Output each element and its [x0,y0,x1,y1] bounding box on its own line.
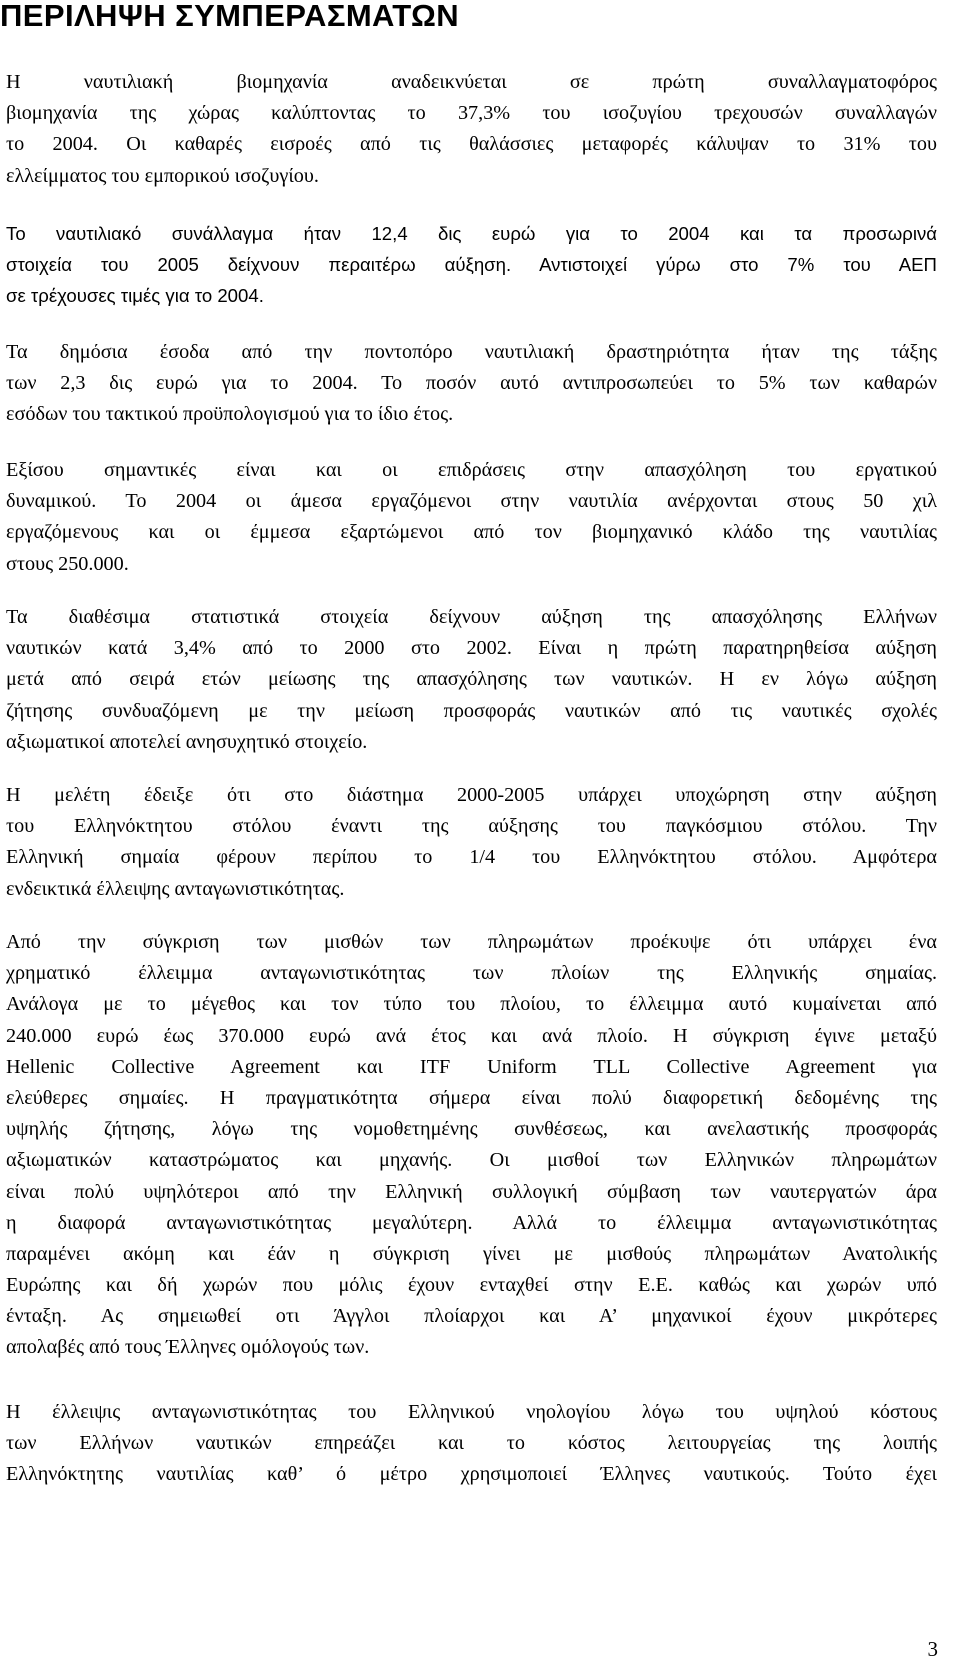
paragraph-line: ενδεικτικά έλλειψης ανταγωνιστικότητας. [6,877,345,900]
paragraph-line: δυναμικού. Το 2004 οι άμεσα εργαζόμενοι στην ναυτιλία ανέρχονται στους 50 χιλ [6,490,937,513]
paragraph-line: μετά από σειρά ετών μείωσης της απασχόλησης των ναυτικών. Η εν λόγω αύξηση [6,668,937,691]
paragraph-line: στους 250.000. [6,552,129,575]
paragraph-8 [6,1397,937,1491]
paragraph-line: 240.000 ευρώ έως 370.000 ευρώ ανά έτος και ανά πλοίο. Η σύγκριση έγινε μεταξύ [6,1024,937,1047]
paragraph-line: ελλείμματος του εμπορικού ισοζυγίου. [6,164,319,187]
paragraph-line: Η έλλειψις ανταγωνιστικότητας του Ελληνικού νηολογίου λόγω του υψηλού κόστους [6,1401,937,1423]
paragraph-line: ναυτικών κατά 3,4% από το 2000 στο 2002. Είναι η πρώτη παρατηρηθείσα αύξηση [6,637,937,660]
document-title: ΠΕΡΙΛΗΨΗ ΣΥΜΠΕΡΑΣΜΑΤΩΝ [0,0,460,33]
paragraph-line: Τα διαθέσιμα στατιστικά στοιχεία δείχνουν αύξηση της απασχόλησης Ελλήνων [6,606,937,628]
paragraph-line: εργαζόμενους και οι έμμεσα εξαρτώμενοι από τον βιομηχανικό κλάδο της ναυτιλίας [6,521,937,544]
paragraph-line: ελεύθερες σημαίες. Η πραγματικότητα σήμερα είναι πολύ διαφορετική δεδομένης της [6,1086,937,1109]
paragraph-line: Τα δημόσια έσοδα από την ποντοπόρο ναυτιλιακή δραστηριότητα ήταν της τάξης [6,341,937,363]
paragraph-line: Ελληνόκτητης ναυτιλίας καθ’ ό μέτρο χρησιμοποιεί Έλληνες ναυτικούς. Τούτο έχει [6,1463,937,1486]
paragraph-line: Από την σύγκριση των μισθών των πληρωμάτων προέκυψε ότι υπάρχει ένα [6,931,937,953]
paragraph-line: υψηλής ζήτησης, λόγω της νομοθετημένης συνθέσεως, και ανελαστικής προσφοράς [6,1118,937,1141]
paragraph-line: του Ελληνόκτητου στόλου έναντι της αύξησης του παγκόσμιου στόλου. Την [6,815,937,838]
paragraph-line: ζήτησης συνδυαζόμενη με την μείωση προσφοράς ναυτικών από τις ναυτικές σχολές [6,699,937,722]
paragraph-line: η διαφορά ανταγωνιστικότητας μεγαλύτερη. Αλλά το έλλειμμα ανταγωνιστικότητας [6,1211,937,1234]
paragraph-line: εσόδων του τακτικού προϋπολογισμού για το ίδιο έτος. [6,403,454,426]
paragraph-line: στοιχεία του 2005 δείχνουν περαιτέρω αύξηση. Αντιστοιχεί γύρω στο 7% του ΑΕΠ [6,254,937,276]
paragraph-line: Ελληνική σημαία φέρουν περίπου το 1/4 του Ελληνόκτητου στόλου. Αμφότερα [6,846,937,869]
paragraph-4 [6,455,937,580]
page-number: 3 [927,1637,938,1661]
paragraph-6 [6,780,937,905]
paragraph-line: είναι πολύ υψηλότεροι από την Ελληνική συλλογική σύμβαση των ναυτεργατών άρα [6,1180,937,1203]
paragraph-line: Ανάλογα με το μέγεθος και τον τύπο του πλοίου, το έλλειμμα αυτό κυμαίνεται από [6,993,937,1016]
paragraph-2 [6,218,937,312]
paragraph-7 [6,927,937,1364]
paragraph-1 [6,67,937,192]
paragraph-5 [6,602,937,758]
paragraph-line: αξιωματικών καταστρώματος και μηχανής. Οι μισθοί των Ελληνικών πληρωμάτων [6,1149,937,1172]
paragraph-line: σε τρέχουσες τιμές για το 2004. [6,285,264,307]
paragraph-line: Η ναυτιλιακή βιομηχανία αναδεικνύεται σε πρώτη συναλλαγματοφόρος [6,71,937,93]
paragraph-line: παραμένει ακόμη και έάν η σύγκριση γίνει με μισθούς πληρωμάτων Ανατολικής [6,1242,937,1265]
paragraph-line: Hellenic Collective Agreement και ITF Uniform TLL Collective Agreement για [6,1055,937,1078]
paragraph-line: των 2,3 δις ευρώ για το 2004. Το ποσόν αυτό αντιπροσωπεύει το 5% των καθαρών [6,372,937,395]
paragraph-line: Εξίσου σημαντικές είναι και οι επιδράσεις στην απασχόληση του εργατικού [6,459,937,481]
paragraph-line: Ευρώπης και δή χωρών που μόλις έχουν ενταχθεί στην Ε.Ε. καθώς και χωρών υπό [6,1274,937,1297]
paragraph-line: το 2004. Οι καθαρές εισροές από τις θαλάσσιες μεταφορές κάλυψαν το 31% του [6,133,937,156]
paragraph-3 [6,337,937,431]
paragraph-line: ένταξη. Ας σημειωθεί οτι Άγγλοι πλοίαρχοι και Α’ μηχανικοί έχουν μικρότερες [6,1305,937,1328]
paragraph-line: Η μελέτη έδειξε ότι στο διάστημα 2000-2005 υπάρχει υποχώρηση στην αύξηση [6,784,937,806]
paragraph-line: χρηματικό έλλειμμα ανταγωνιστικότητας των πλοίων της Ελληνικής σημαίας. [6,962,937,985]
paragraph-line: των Ελλήνων ναυτικών επηρεάζει και το κόστος λειτουργείας της λοιπής [6,1432,937,1455]
paragraph-line: Το ναυτιλιακό συνάλλαγμα ήταν 12,4 δις ευρώ για το 2004 και τα προσωρινά [6,223,937,244]
paragraph-line: αξιωματικοί αποτελεί ανησυχητικό στοιχείο. [6,730,368,753]
paragraph-line: απολαβές από τους Έλληνες ομόλογούς των. [6,1336,370,1359]
paragraph-line: βιομηχανία της χώρας καλύπτοντας το 37,3% του ισοζυγίου τρεχουσών συναλλαγών [6,102,937,125]
